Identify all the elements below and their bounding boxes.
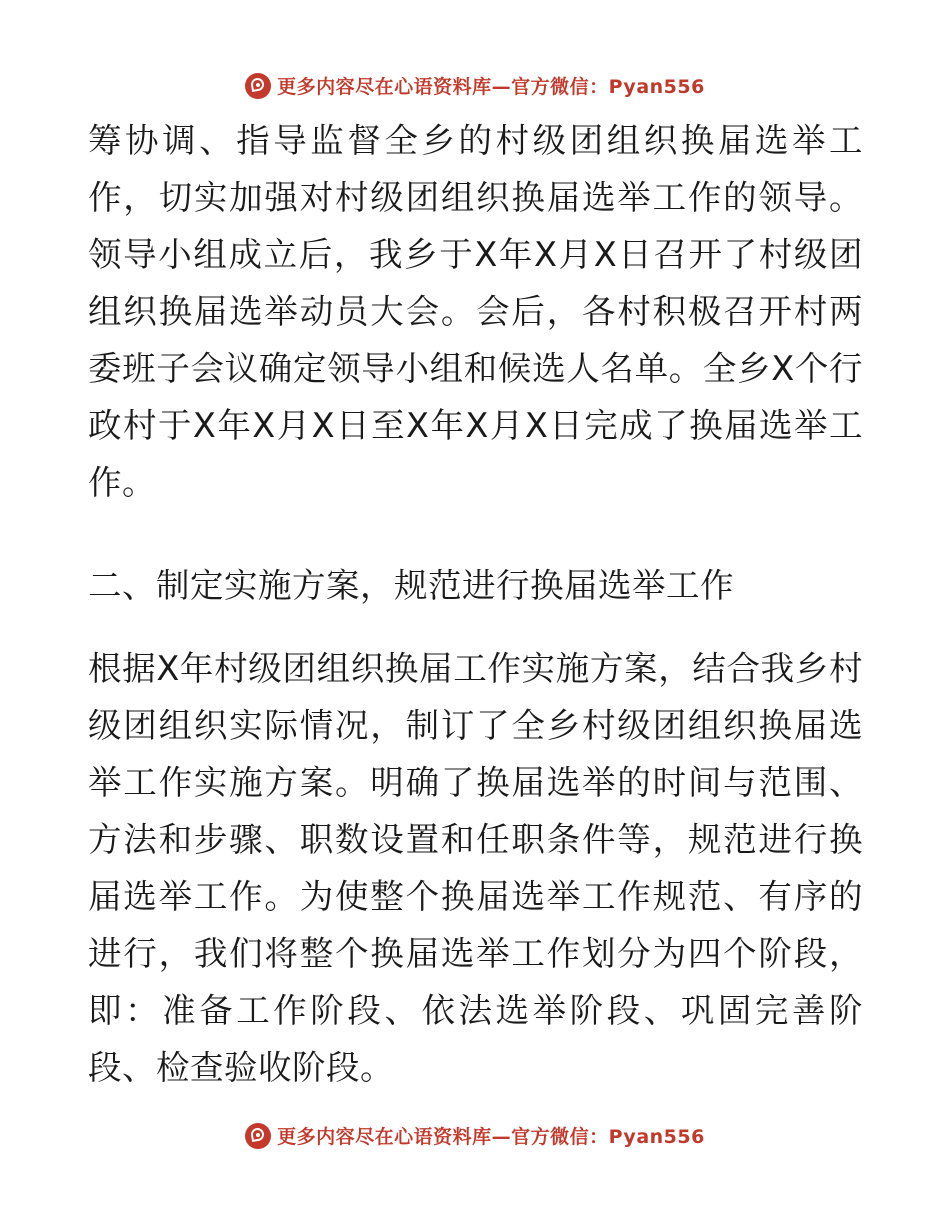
section-heading-two: 二、制定实施方案，规范进行换届选举工作 bbox=[88, 566, 734, 605]
paragraph-1: 筹协调、指导监督全乡的村级团组织换届选举工作，切实加强对村级团组织换届选举工作的领导。领导小组成立后，我乡于X年X月X日召开了村级团组织换届选举动员大会。会后，各村积极召开村两委班子会议确定领导小组和候选人名单。全乡X个行政村于X年X月X日至X年X月X日完成了换届选举工作。 bbox=[88, 121, 863, 502]
document-text-body bbox=[88, 112, 863, 1096]
promo-banner-bottom bbox=[0, 1122, 950, 1149]
promo-banner-top bbox=[0, 72, 950, 99]
xinyu-logo-icon bbox=[245, 1123, 271, 1149]
xinyu-logo-icon bbox=[245, 73, 271, 99]
paragraph-3: 根据X年村级团组织换届工作实施方案，结合我乡村级团组织实际情况，制订了全乡村级团组织换届选举工作实施方案。明确了换届选举的时间与范围、方法和步骤、职数设置和任职条件等，规范进行换届选举工作。为使整个换届选举工作规范、有序的进行，我们将整个换届选举工作划分为四个阶段，即：准备工作阶段、依法选举阶段、巩固完善阶段、检查验收阶段。 bbox=[88, 649, 863, 1087]
promo-banner-bottom-text: 更多内容尽在心语资料库—官方微信：Pyan556 bbox=[277, 1126, 705, 1148]
promo-banner-top-text: 更多内容尽在心语资料库—官方微信：Pyan556 bbox=[277, 76, 705, 98]
